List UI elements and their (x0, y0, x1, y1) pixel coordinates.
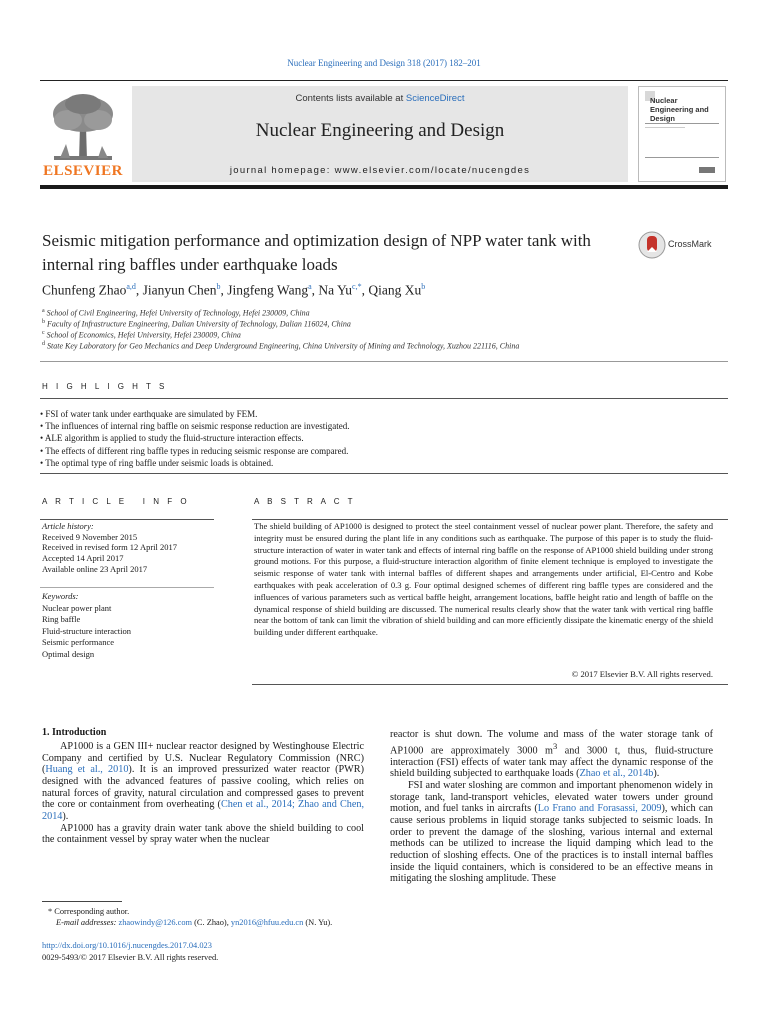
affiliation-text: School of Civil Engineering, Hefei University of Technology, Hefei 230009, China (46, 308, 310, 318)
doi-block (42, 940, 364, 963)
elsevier-wordmark: ELSEVIER (43, 163, 123, 179)
email-label: E-mail addresses: (56, 918, 117, 928)
journal-homepage-link[interactable]: journal homepage: www.elsevier.com/locate/nucengdes (229, 165, 531, 176)
email-owner: (N. Yu). (303, 918, 333, 928)
highlight-item: • The optimal type of ring baffle under seismic loads is obtained. (40, 457, 720, 469)
citation-link[interactable]: Chen et al., 2014; Zhao and Chen, 2014 (42, 799, 364, 822)
body-text: ). (62, 810, 69, 822)
body-text: AP1000 is a GEN III+ nuclear reactor designed by Westinghouse Electric Company and certified by U.S. Nuclear Regulatory Commission (NRC) ( (42, 741, 364, 776)
article-history (42, 521, 214, 575)
abstract-heading: A B S T R A C T (254, 497, 356, 506)
body-text: and 3000 t, thus, fluid-structure interaction (FSI) effects of water tank may affect the dynamic response of the shield building subjected to earthquake loads ( (390, 745, 713, 780)
affiliation-text: School of Economics, Hefei University, Hefei 230009, China (46, 330, 241, 340)
body-paragraph (42, 741, 364, 823)
keywords-heading: Keywords: (42, 591, 79, 601)
keyword: Optimal design (42, 648, 95, 659)
affiliation-mark: a (42, 308, 45, 314)
history-accepted: Accepted 14 April 2017 (42, 553, 124, 564)
author-name[interactable]: Qiang Xu (368, 282, 422, 298)
doi-link[interactable]: http://dx.doi.org/10.1016/j.nucengdes.2017.04.023 (42, 941, 212, 950)
footnote-rule (42, 901, 122, 902)
highlights-list (40, 408, 720, 469)
author-affiliation-mark[interactable]: a,d (126, 282, 136, 291)
body-paragraph (390, 729, 713, 780)
author-name[interactable]: Jianyun Chen (142, 282, 217, 298)
affiliation-text: Faculty of Infrastructure Engineering, Dalian University of Technology, Dalian 116024, China (47, 319, 351, 329)
body-paragraph: AP1000 has a gravity drain water tank above the shield building to cool the containment vessel by spray water when the nuclear (42, 822, 364, 846)
superscript: 3 (552, 740, 558, 751)
email-owner: (C. Zhao), (192, 918, 231, 928)
keyword: Seismic performance (42, 637, 114, 647)
highlight-item: • The influences of internal ring baffle on seismic response reduction are investigated. (40, 420, 720, 432)
email-link[interactable]: zhaowindy@126.com (118, 918, 193, 928)
abstract-rule (252, 519, 728, 520)
abstract-text: The shield building of AP1000 is designed to protect the steel containment vessel of nuclear power plant. Therefore, the safety and integrity must be ensured during the plant life in any conditions such as earthquake. The purpose of this paper is to study the fluid-structure interaction of water in water tank and effects of internal ring baffle on the response of AP1000 shield building under strong ground motions. For this purpose, a fluid-structure interaction algorithm of finite element technique is employed to investigate the seismic response of water tank with internal baffles of different shapes and arrangements under artificial, El-Centro and Kobe earthquakes with peak acceleration of 0.3 g. Four optimal designed schemes of different ring baffle types are considered and the influences of various parameters such as vertical baffle height, arrangement locations, baffle height ratio and length of baffle on the dynamical response of shield building are discussed. The numerical results clearly show that the water tank with vertical ring baffle near the bottom of tank can limit the vibration of shield building and can more efficiently dissipate the kinematic energy of the shield building under different earthquake. (254, 521, 713, 638)
history-online: Available online 23 April 2017 (42, 563, 148, 574)
header-bottom-rule (40, 185, 728, 189)
highlights-bottom-rule (40, 473, 728, 474)
journal-title: Nuclear Engineering and Design (255, 120, 505, 141)
journal-citation-link[interactable]: Nuclear Engineering and Design 318 (2017) 182–201 (287, 58, 481, 68)
affiliations-rule (40, 361, 728, 362)
affiliation-mark: c (42, 330, 45, 336)
body-text: FSI and water sloshing are common and important phenomenon widely in storage tank, land-transport vehicles, elevated water towers under ground motion, and fuel tanks in aircrafts ( (390, 780, 713, 815)
header-top-rule (40, 80, 728, 81)
corresponding-author-note: * Corresponding author. (48, 907, 130, 916)
article-info-heading: A R T I C L E I N F O (42, 497, 190, 506)
keywords-block (42, 591, 214, 660)
keyword: Fluid-structure interaction (42, 625, 131, 636)
citation-link[interactable]: Zhao et al., 2014b (579, 768, 654, 780)
body-paragraph (390, 780, 713, 885)
abstract-end-rule (252, 684, 728, 685)
email-link[interactable]: yn2016@hfuu.edu.cn (230, 918, 304, 928)
section-heading-introduction: 1. Introduction (42, 727, 107, 738)
article-info-rule (40, 519, 214, 520)
affiliation-mark: b (42, 319, 45, 325)
history-heading: Article history: (42, 521, 94, 531)
author-list: Chunfeng Zhao$^{a,d}$, Jianyun Chen$^b$, Jingfeng Wang$^a$, Na $Yu^{c,*}$, Qiang Xu$^b$ (42, 282, 426, 298)
contents-available-line (132, 93, 628, 104)
corresponding-footnote (42, 906, 364, 929)
crossmark-label: CrossMark (668, 239, 712, 249)
author-name[interactable]: Na Yu (318, 282, 353, 298)
cover-journal-title: Nuclear Engineering and Design (650, 96, 709, 123)
issn-copyright: 0029-5493/© 2017 Elsevier B.V. All rights reserved. (42, 952, 219, 962)
affiliation-text: State Key Laboratory for Geo Mechanics and Deep Underground Engineering, China University of Mining and Technology, Xuzhou 221116, China (47, 341, 520, 351)
body-text: ), which can cause serious problems in liquid storage tanks subjected to seismic loads. In order to prevent the damage of the sloshing, various internal and external methods can be utilized to increase the liquid damping which lead to the reduction of sloshing effects. One of the practices is to install internal baffles inside the liquid containers, which is considered to be an effective means in mitigating the sloshing amplitude. These (390, 803, 713, 885)
abstract-copyright: © 2017 Elsevier B.V. All rights reserved. (571, 669, 713, 679)
body-text: reactor is shut down. The volume and mass of the water storage tank of AP1000 are approximately 3000 m (390, 729, 713, 757)
highlights-heading: H I G H L I G H T S (42, 382, 168, 391)
citation-link[interactable]: Huang et al., 2010 (45, 764, 129, 776)
history-received: Received 9 November 2015 (42, 531, 138, 542)
author-affiliation-mark[interactable]: b (421, 282, 426, 291)
highlights-top-rule (40, 398, 728, 399)
author-name[interactable]: Chunfeng Zhao (42, 282, 127, 298)
contents-prefix: Contents lists available at (295, 93, 404, 104)
keywords-rule (40, 587, 214, 588)
citation-link[interactable]: Lo Frano and Forasassi, 2009 (537, 803, 662, 815)
body-column-right (390, 729, 713, 885)
keyword: Ring baffle (42, 614, 81, 624)
article-title: Seismic mitigation performance and optimization design of NPP water tank with internal ring baffles under earthquake loads (42, 231, 591, 274)
body-text: ). It is an improved pressurized water reactor (PWR) designed with the advanced features of passive cooling, which relies on natural forces of gravity, natural circulation and compressed gases to prevent the core or containment from overheating ( (42, 764, 364, 811)
keyword: Nuclear power plant (42, 602, 112, 613)
author-affiliation-mark[interactable]: a (308, 282, 312, 291)
highlight-item: • FSI of water tank under earthquake are simulated by FEM. (40, 408, 720, 420)
author-affiliation-mark[interactable]: b (216, 282, 221, 291)
affiliation (42, 339, 722, 352)
affiliation-mark: d (42, 341, 45, 347)
sciencedirect-link[interactable]: ScienceDirect (405, 93, 465, 104)
author-affiliation-mark[interactable]: c,* (352, 282, 362, 291)
body-column-left (42, 741, 364, 846)
email-line (42, 917, 364, 928)
author-name[interactable]: Jingfeng Wang (227, 282, 309, 298)
highlight-item: • ALE algorithm is applied to study the fluid-structure interaction effects. (40, 432, 720, 444)
history-revised: Received in revised form 12 April 2017 (42, 542, 178, 553)
highlight-item: • The effects of different ring baffle types in reducing seismic response are compared. (40, 445, 720, 457)
body-text: ). (653, 768, 660, 780)
